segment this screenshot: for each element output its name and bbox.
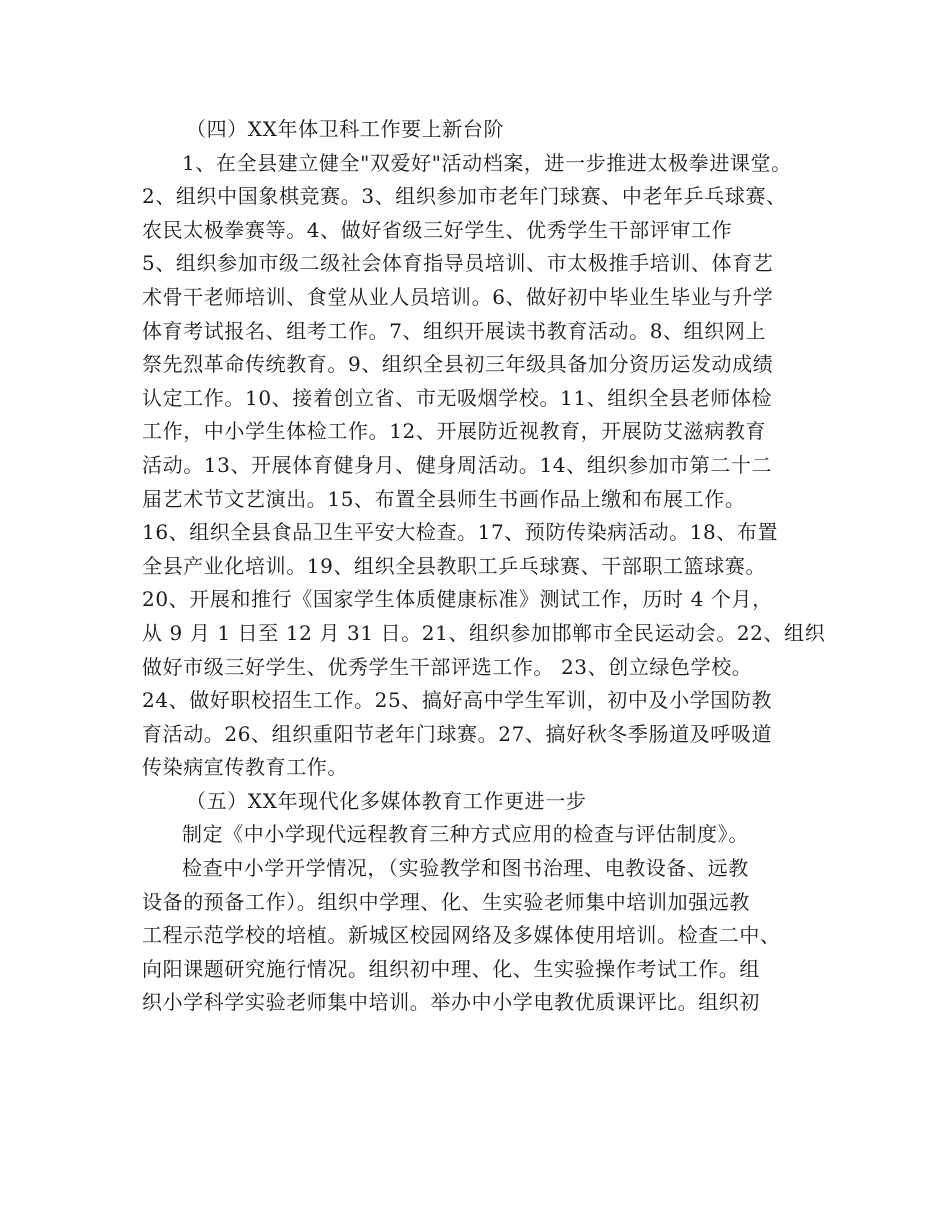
text-line: 育活动。26、组织重阳节老年门球赛。27、搞好秋冬季肠道及呼吸道 bbox=[142, 721, 773, 746]
text-line: 2、组织中国象棋竞赛。3、组织参加市老年门球赛、中老年乒乓球赛、 bbox=[142, 184, 787, 209]
section-4-paragraph bbox=[142, 147, 832, 785]
text-line: 活动。13、开展体育健身月、健身周活动。14、组织参加市第二十二 bbox=[142, 452, 773, 477]
text-line: 工作，中小学生体检工作。12、开展防近视教育，开展防艾滋病教育 bbox=[142, 419, 767, 444]
text-line: 从 9 月 1 日至 12 月 31 日。21、组织参加邯郸市全民运动会。22、组织 bbox=[142, 620, 826, 645]
text-line: 织小学科学实验老师集中培训。举办中小学电教优质课评比。组织初 bbox=[142, 990, 760, 1015]
text-line: 农民太极拳赛等。4、做好省级三好学生、优秀学生干部评审工作 bbox=[142, 217, 733, 242]
text-line: 向阳课题研究施行情况。组织初中理、化、生实验操作考试工作。组 bbox=[142, 956, 760, 981]
text-line: 20、开展和推行《国家学生体质健康标准》测试工作，历时 4 个月， bbox=[142, 587, 773, 612]
text-line: 检查中小学开学情况，（实验教学和图书治理、电教设备、远教 bbox=[182, 856, 749, 881]
text-line: 24、做好职校招生工作。25、搞好高中学生军训，初中及小学国防教 bbox=[142, 688, 773, 713]
text-line: 术骨干老师培训、食堂从业人员培训。6、做好初中毕业生毕业与升学 bbox=[142, 284, 774, 309]
text-line: 全县产业化培训。19、组织全县教职工乒乓球赛、干部职工篮球赛。 bbox=[142, 553, 767, 578]
text-line: 设备的预备工作）。组织中学理、化、生实验老师集中培训加强远教 bbox=[142, 889, 750, 914]
section-5-heading: （五）XX年现代化多媒体教育工作更进一步 bbox=[186, 788, 587, 813]
text-line: 认定工作。10、接着创立省、市无吸烟学校。11、组织全县老师体检 bbox=[142, 385, 773, 410]
text-line: 祭先烈革命传统教育。9、组织全县初三年级具备加分资历运发动成绩 bbox=[142, 352, 774, 377]
text-line: 工程示范学校的培植。新城区校园网络及多媒体使用培训。检查二中、 bbox=[142, 923, 781, 948]
text-line: 届艺术节文艺演出。15、布置全县师生书画作品上缴和布展工作。 bbox=[142, 486, 746, 511]
document-body bbox=[142, 113, 832, 1020]
section-5-paragraph-1: 制定《中小学现代远程教育三种方式应用的检查与评估制度》。 bbox=[182, 822, 749, 847]
text-line: 体育考试报名、组考工作。7、组织开展读书教育活动。8、组织网上 bbox=[142, 318, 767, 343]
section-4-heading: （四）XX年体卫科工作要上新台阶 bbox=[186, 117, 505, 141]
text-line: 传染病宣传教育工作。 bbox=[142, 755, 348, 780]
text-line: 做好市级三好学生、优秀学生干部评选工作。 23、创立绿色学校。 bbox=[142, 654, 753, 679]
text-line: 1、在全县建立健全"双爱好"活动档案，进一步推进太极拳进课堂。 bbox=[182, 150, 792, 175]
section-5-paragraph-2 bbox=[142, 852, 832, 1020]
text-line: 16、组织全县食品卫生平安大检查。17、预防传染病活动。18、布置 bbox=[142, 520, 779, 545]
text-line: 5、组织参加市级二级社会体育指导员培训、市太极推手培训、体育艺 bbox=[142, 251, 774, 276]
